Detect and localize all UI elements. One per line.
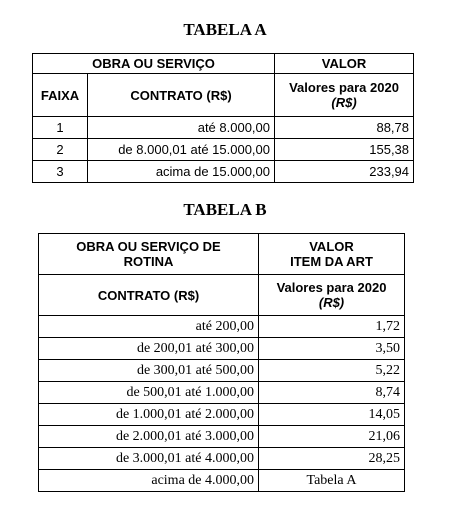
valor-cell: 1,72 xyxy=(259,316,405,338)
table-a-col-valores xyxy=(275,74,414,117)
table-b-title: TABELA B xyxy=(183,200,267,219)
contrato-cell: de 1.000,01 até 2.000,00 xyxy=(39,404,259,426)
valor-cell: 5,22 xyxy=(259,360,405,382)
faixa-cell: 2 xyxy=(33,139,88,161)
table-b-col-valores-unit: (R$) xyxy=(318,295,345,310)
faixa-cell: 3 xyxy=(33,161,88,183)
table-b-header-value-line1: VALOR xyxy=(309,239,354,254)
valor-cell: 233,94 xyxy=(275,161,414,183)
table-row xyxy=(39,338,405,360)
valor-cell: 14,05 xyxy=(259,404,405,426)
table-a-header-group: OBRA OU SERVIÇO xyxy=(33,54,275,74)
table-b-header-group xyxy=(39,234,259,275)
contrato-cell: de 2.000,01 até 3.000,00 xyxy=(39,426,259,448)
table-b-col-valores-label: Valores para 2020 xyxy=(276,280,387,295)
table-a-col-contrato: CONTRATO (R$) xyxy=(88,74,275,117)
faixa-cell: 1 xyxy=(33,117,88,139)
table-row xyxy=(39,316,405,338)
valor-cell: 88,78 xyxy=(275,117,414,139)
valor-cell: 8,74 xyxy=(259,382,405,404)
table-row xyxy=(39,404,405,426)
table-row xyxy=(33,117,414,139)
table-a-header-row xyxy=(33,54,414,74)
contrato-cell: de 200,01 até 300,00 xyxy=(39,338,259,360)
table-a-col-valores-label: Valores para 2020 xyxy=(289,80,399,95)
table-b-header-group-line1: OBRA OU SERVIÇO DE xyxy=(76,239,221,254)
table-row xyxy=(39,426,405,448)
table-row xyxy=(33,161,414,183)
table-b-header-row xyxy=(39,234,405,275)
table-b xyxy=(38,233,405,492)
table-b-col-contrato: CONTRATO (R$) xyxy=(39,275,259,316)
valor-cell: 3,50 xyxy=(259,338,405,360)
contrato-cell: até 8.000,00 xyxy=(88,117,275,139)
table-row xyxy=(39,448,405,470)
contrato-cell: acima de 4.000,00 xyxy=(39,470,259,492)
valor-cell: Tabela A xyxy=(259,470,405,492)
table-a-header-value: VALOR xyxy=(275,54,414,74)
contrato-cell: de 500,01 até 1.000,00 xyxy=(39,382,259,404)
table-row xyxy=(39,360,405,382)
valor-cell: 21,06 xyxy=(259,426,405,448)
table-b-subheader-row xyxy=(39,275,405,316)
table-row xyxy=(39,382,405,404)
table-b-header-value xyxy=(259,234,405,275)
table-a-subheader-row xyxy=(33,74,414,117)
table-row xyxy=(33,139,414,161)
table-a-col-valores-unit: (R$) xyxy=(331,95,357,110)
contrato-cell: de 300,01 até 500,00 xyxy=(39,360,259,382)
contrato-cell: acima de 15.000,00 xyxy=(88,161,275,183)
valor-cell: 155,38 xyxy=(275,139,414,161)
table-b-header-group-line2: ROTINA xyxy=(123,254,174,269)
table-row xyxy=(39,470,405,492)
contrato-cell: de 3.000,01 até 4.000,00 xyxy=(39,448,259,470)
table-a-title: TABELA A xyxy=(183,20,267,39)
table-a xyxy=(32,53,414,183)
table-a-col-faixa: FAIXA xyxy=(33,74,88,117)
contrato-cell: até 200,00 xyxy=(39,316,259,338)
table-b-header-value-line2: ITEM DA ART xyxy=(290,254,373,269)
table-b-col-valores xyxy=(259,275,405,316)
valor-cell: 28,25 xyxy=(259,448,405,470)
contrato-cell: de 8.000,01 até 15.000,00 xyxy=(88,139,275,161)
